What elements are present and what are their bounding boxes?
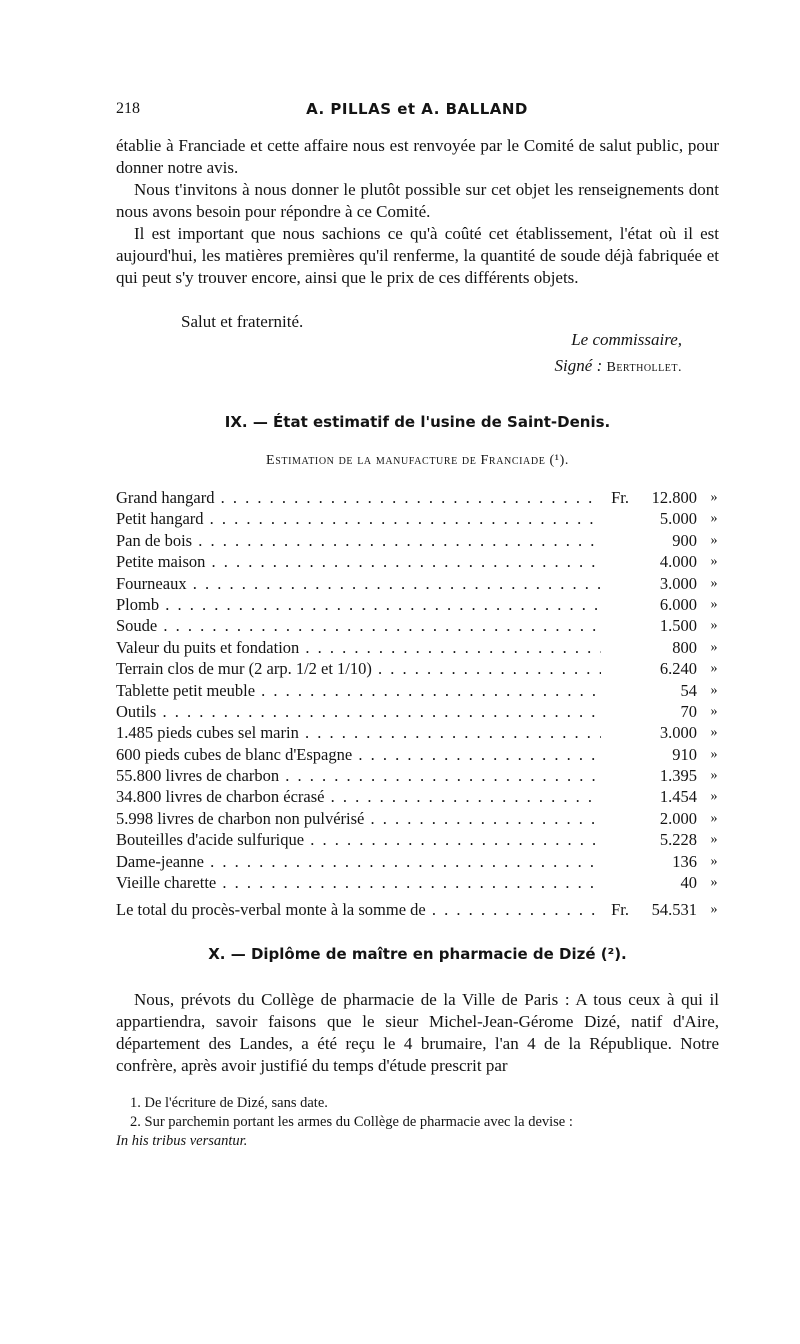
- row-label: Outils . . .: [116, 701, 601, 722]
- row-label: Petit hangard . . .: [116, 508, 601, 529]
- table-row: [116, 637, 721, 658]
- row-label: Grand hangard . . .: [116, 487, 601, 508]
- row-amount: 3.000: [659, 573, 697, 593]
- letter-body: [116, 135, 719, 289]
- signature-line: [555, 356, 682, 376]
- running-title: A. PILLAS et A. BALLAND: [306, 100, 528, 118]
- footnote-text: Sur parchemin portant les armes du Collège de pharmacie avec la devise :: [144, 1114, 573, 1130]
- row-amount: 6.240: [659, 659, 697, 679]
- row-label: Valeur du puits et fondation . . .: [116, 637, 601, 658]
- row-ditto-mark: »: [710, 746, 718, 762]
- table-row: [116, 508, 721, 529]
- row-ditto-mark: »: [710, 853, 718, 869]
- table-row: [116, 765, 721, 786]
- row-ditto-mark: »: [710, 810, 718, 826]
- estimate-table: [116, 487, 721, 921]
- row-amount: 12.800: [651, 488, 697, 507]
- letter-paragraph-2: Nous t'invitons à nous donner le plutôt possible sur cet objet les renseignements dont nous avons besoin pour répondre à ce Comité.: [116, 180, 719, 221]
- row-amount: 1.500: [659, 616, 697, 636]
- table-row: [116, 829, 721, 850]
- section-10-paragraph: Nous, prévots du Collège de pharmacie de la Ville de Paris : A tous ceux à qui il appartiendra, savoir faisons que le sieur Michel-Jean-Gérome Dizé, natif d'Aire, département des Landes, a été reçu le 4 brumaire, l'an 4 de la République. Notre confrère, après avoir justifié du temps d'étude prescrit par: [116, 990, 719, 1075]
- table-row: [116, 851, 721, 872]
- table-row: [116, 594, 721, 615]
- page-header: [116, 100, 718, 124]
- letter-paragraph-3: Il est important que nous sachions ce qu'à coûté cet établissement, l'état où il est aujourd'hui, les matières premières qu'il renferme, la quantité de soude déjà fabriquée et qui peut s'y trouver encore, ainsi que le prix de ces différents objets.: [116, 224, 719, 287]
- row-amount: 800: [672, 637, 697, 657]
- row-label: 5.998 livres de charbon non pulvérisé . . .: [116, 808, 601, 829]
- row-ditto-mark: »: [710, 596, 718, 612]
- row-amount: 70: [680, 701, 697, 721]
- row-ditto-mark: »: [710, 768, 718, 784]
- table-row: [116, 530, 721, 551]
- row-amount: 5.000: [659, 509, 697, 529]
- salutation: Salut et fraternité.: [181, 312, 304, 331]
- row-ditto-mark: »: [710, 661, 718, 677]
- footnote-number: 1.: [130, 1095, 145, 1111]
- row-ditto-mark: »: [710, 682, 718, 698]
- row-label: Soude . . .: [116, 615, 601, 636]
- row-ditto-mark: »: [710, 618, 718, 634]
- footnote-motto: In his tribus versantur.: [116, 1133, 248, 1149]
- subtitle-text: Estimation de la manufacture de Franciade: [266, 453, 546, 468]
- row-amount: 3.000: [659, 723, 697, 743]
- row-ditto-mark: »: [710, 703, 718, 719]
- row-label: Pan de bois . . .: [116, 530, 601, 551]
- row-label: Fourneaux . . .: [116, 573, 601, 594]
- section-9-subtitle: [116, 453, 719, 469]
- row-label: 55.800 livres de charbon . . .: [116, 765, 601, 786]
- row-amount: 40: [680, 873, 697, 893]
- row-ditto-mark: »: [710, 554, 718, 570]
- signe-label: Signé :: [554, 356, 603, 375]
- row-amount: 900: [672, 530, 697, 550]
- row-amount: 1.454: [659, 787, 697, 807]
- table-row: [116, 744, 721, 765]
- row-amount: 2.000: [659, 808, 697, 828]
- table-row: [116, 487, 721, 508]
- letter-paragraph-1: établie à Franciade et cette affaire nous est renvoyée par le Comité de salut public, pour donner notre avis.: [116, 136, 719, 177]
- row-ditto-mark: »: [710, 532, 718, 548]
- row-ditto-mark: »: [710, 639, 718, 655]
- row-amount: 136: [672, 851, 697, 871]
- footnote: [116, 1113, 721, 1132]
- table-row: [116, 615, 721, 636]
- row-ditto-mark: »: [710, 575, 718, 591]
- table-row: [116, 573, 721, 594]
- page-number: 218: [116, 100, 140, 117]
- section-9-title: IX. — État estimatif de l'usine de Saint-Denis.: [224, 413, 611, 431]
- footnote: [116, 1094, 721, 1113]
- commissaire-line: Le commissaire,: [571, 330, 682, 349]
- table-row: [116, 551, 721, 572]
- row-label: 1.485 pieds cubes sel marin . . .: [116, 722, 601, 743]
- table-row: [116, 680, 721, 701]
- row-amount: 6.000: [659, 594, 697, 614]
- row-label: Dame-jeanne . . .: [116, 851, 601, 872]
- row-label: Vieille charette . . .: [116, 872, 601, 893]
- row-label: Tablette petit meuble . . .: [116, 680, 601, 701]
- row-ditto-mark: »: [710, 902, 718, 918]
- row-label: Bouteilles d'acide sulfurique . . .: [116, 829, 601, 850]
- section-10-title: X. — Diplôme de maître en pharmacie de Dizé (²).: [208, 945, 627, 963]
- table-row: [116, 786, 721, 807]
- table-row: [116, 658, 721, 679]
- row-label: 600 pieds cubes de blanc d'Espagne . . .: [116, 744, 601, 765]
- row-ditto-mark: »: [710, 875, 718, 891]
- row-label: Terrain clos de mur (2 arp. 1/2 et 1/10) . . .: [116, 658, 601, 679]
- row-ditto-mark: »: [710, 789, 718, 805]
- table-row: [116, 808, 721, 829]
- row-amount: 54.531: [651, 900, 697, 920]
- footnotes: [116, 1094, 721, 1151]
- row-label: Plomb . . .: [116, 594, 601, 615]
- row-currency: Fr.: [611, 900, 629, 920]
- row-currency: Fr.: [611, 488, 629, 507]
- row-amount: 54: [680, 680, 697, 700]
- table-row: [116, 701, 721, 722]
- row-label: Le total du procès-verbal monte à la somme de . . .: [116, 899, 601, 920]
- row-ditto-mark: »: [710, 511, 718, 527]
- row-label: Petite maison . . .: [116, 551, 601, 572]
- footnote-text: De l'écriture de Dizé, sans date.: [144, 1095, 328, 1111]
- row-amount: 910: [672, 744, 697, 764]
- row-ditto-mark: »: [710, 490, 718, 505]
- row-amount: 4.000: [659, 552, 697, 572]
- table-total-row: [116, 899, 721, 920]
- row-ditto-mark: »: [710, 725, 718, 741]
- row-ditto-mark: »: [710, 832, 718, 848]
- row-amount: 1.395: [659, 766, 697, 786]
- row-amount: 5.228: [659, 830, 697, 850]
- signatory-name: Berthollet.: [606, 360, 682, 375]
- table-row: [116, 722, 721, 743]
- subtitle-note: (¹).: [549, 453, 569, 468]
- row-label: 34.800 livres de charbon écrasé . . .: [116, 786, 601, 807]
- table-row: [116, 872, 721, 893]
- footnote-number: 2.: [130, 1114, 145, 1130]
